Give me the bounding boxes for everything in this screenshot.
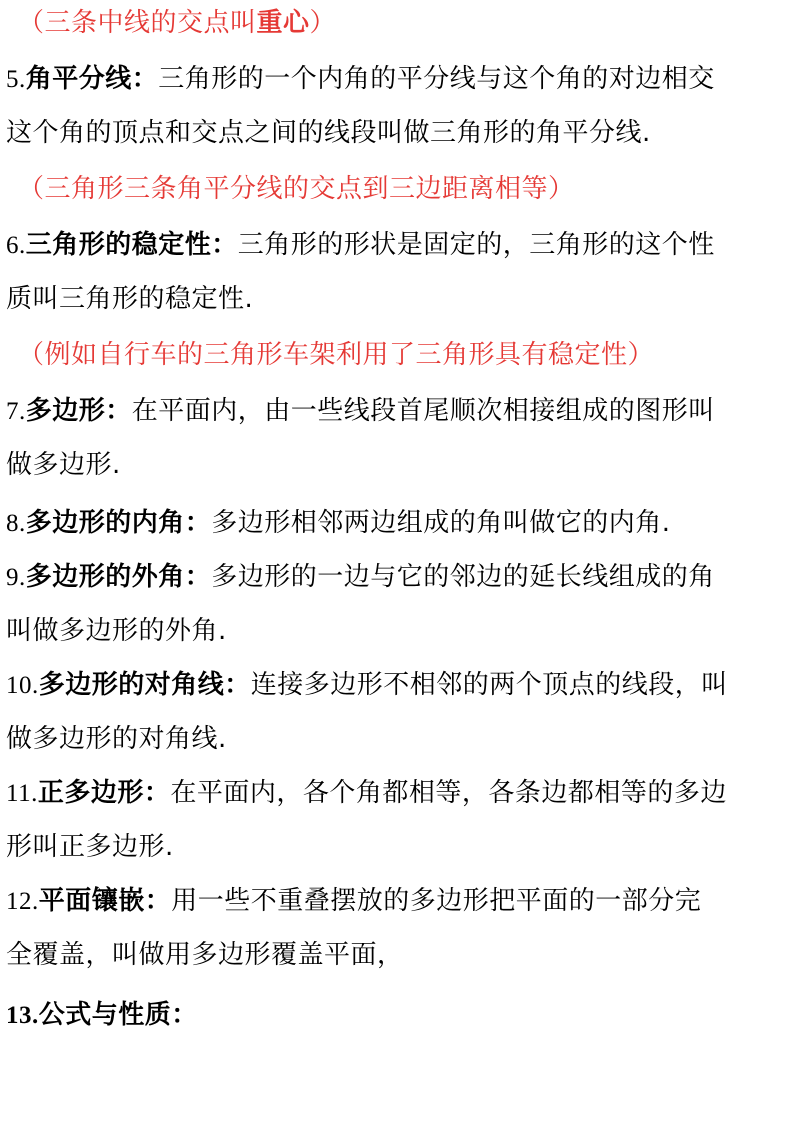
stability-note: （例如自行车的三角形车架利用了三角形具有稳定性） <box>18 340 655 370</box>
item-number: 8. <box>6 510 26 537</box>
item-11-line-1 <box>6 776 727 811</box>
item-text: 叫做多边形的外角. <box>6 616 227 646</box>
item-text: 在平面内，由一些线段首尾顺次相接组成的图形叫 <box>131 396 715 426</box>
centroid-note <box>18 6 336 40</box>
item-5-line-1 <box>6 62 715 97</box>
item-text: 做多边形. <box>6 450 121 480</box>
item-9-line-1 <box>6 560 715 595</box>
item-10-line-2 <box>6 722 227 756</box>
item-text: 做多边形的对角线. <box>6 724 227 754</box>
item-number: 13. <box>6 1002 39 1029</box>
item-7-line-2 <box>6 448 121 482</box>
item-text: 三角形的一个内角的平分线与这个角的对边相交 <box>158 64 715 94</box>
item-number: 12. <box>6 888 39 915</box>
centroid-term: 重心 <box>256 8 310 38</box>
item-text: 这个角的顶点和交点之间的线段叫做三角形的角平分线. <box>6 118 651 148</box>
item-term: 正多边形： <box>37 778 171 808</box>
item-6-line-2 <box>6 282 253 316</box>
item-text: 三角形的形状是固定的，三角形的这个性 <box>237 230 715 260</box>
item-text: 质叫三角形的稳定性. <box>6 284 254 314</box>
item-10-line-1 <box>6 668 728 703</box>
item-number: 10. <box>6 672 39 699</box>
item-number: 5. <box>6 66 26 93</box>
item-5-line-2 <box>6 116 651 150</box>
item-term: 三角形的稳定性： <box>25 230 238 260</box>
item-13-heading <box>6 998 198 1033</box>
item-number: 11. <box>6 780 38 807</box>
item-term: 平面镶嵌： <box>38 886 172 916</box>
centroid-note-suffix: ） <box>309 8 337 38</box>
item-7-line-1 <box>6 394 715 429</box>
item-text: 用一些不重叠摆放的多边形把平面的一部分完 <box>171 886 702 916</box>
item-term: 多边形： <box>25 396 132 426</box>
item-text: 多边形的一边与它的邻边的延长线组成的角 <box>211 562 715 592</box>
item-number: 7. <box>6 398 26 425</box>
item-6-line-1 <box>6 228 715 263</box>
item-term: 多边形的对角线： <box>38 670 251 700</box>
item-number: 6. <box>6 232 26 259</box>
item-11-line-2 <box>6 830 174 864</box>
item-text: 多边形相邻两边组成的角叫做它的内角. <box>211 508 671 538</box>
item-12-line-1 <box>6 884 701 919</box>
item-8-line-1 <box>6 506 671 541</box>
item-text: 连接多边形不相邻的两个顶点的线段，叫 <box>250 670 728 700</box>
centroid-note-prefix: （三条中线的交点叫 <box>18 8 257 38</box>
item-12-line-2 <box>6 938 404 972</box>
item-text: 形叫正多边形. <box>6 832 174 862</box>
item-text: 在平面内，各个角都相等，各条边都相等的多边 <box>170 778 727 808</box>
item-term: 公式与性质： <box>38 1000 198 1030</box>
item-term: 多边形的内角： <box>25 508 212 538</box>
item-term: 角平分线： <box>25 64 159 94</box>
item-9-line-2 <box>6 614 227 648</box>
item-text: 全覆盖，叫做用多边形覆盖平面， <box>6 940 404 970</box>
item-term: 多边形的外角： <box>25 562 212 592</box>
item-number: 9. <box>6 564 26 591</box>
bisector-note: （三角形三条角平分线的交点到三边距离相等） <box>18 174 575 204</box>
